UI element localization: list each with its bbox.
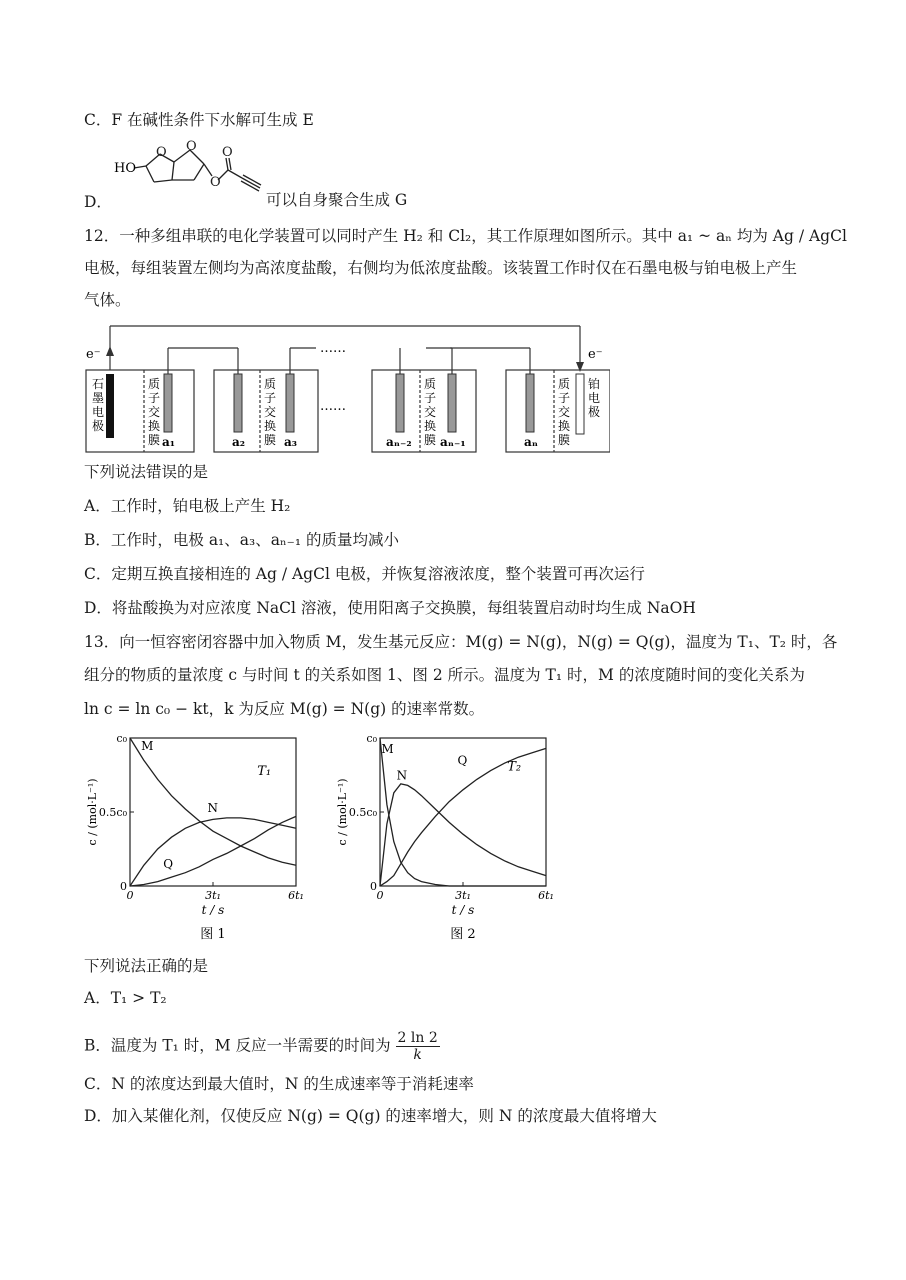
svg-text:换: 换 — [424, 419, 437, 433]
q13-stem-line2: 组分的物质的量浓度 c 与时间 t 的关系如图 1、图 2 所示。温度为 T₁ 时，M 的浓度随时间的变化关系为 — [84, 666, 805, 684]
svg-text:换: 换 — [264, 419, 277, 433]
q12-option-b: B．工作时，电极 a₁、a₃、aₙ₋₁ 的质量均减小 — [84, 531, 399, 549]
svg-text:子: 子 — [558, 391, 571, 405]
graphite-electrode — [106, 374, 114, 438]
membrane-label-3 — [424, 376, 436, 447]
series-label-Q: Q — [163, 857, 174, 872]
q13-stem-line3: ln c = ln c₀ − kt，k 为反应 M(g) = N(g) 的速率常数。 — [84, 700, 485, 718]
q13-option-b — [84, 1030, 440, 1063]
q13-prompt: 下列说法正确的是 — [84, 957, 209, 975]
dots-top: …… — [320, 341, 346, 356]
series-label-Q: Q — [457, 753, 468, 768]
fraction-2ln2-over-k — [396, 1030, 440, 1063]
svg-text:膜: 膜 — [424, 433, 437, 447]
q13-stem-line1: 13．向一恒容密闭容器中加入物质 M，发生基元反应：M(g) = N(g)，N(g) = Q(g)，温度为 T₁、T₂ 时，各 — [84, 633, 838, 651]
graphite-char-3: 电 — [92, 405, 105, 419]
q12-stem-line2: 电极，每组装置左侧均为高浓度盐酸，右侧均为低浓度盐酸。该装置工作时仅在石墨电极与铂电极上产生 — [84, 259, 798, 277]
svg-text:交: 交 — [264, 405, 277, 419]
svg-text:子: 子 — [424, 391, 437, 405]
q12-stem-line1: 12．一种多组串联的电化学装置可以同时产生 H₂ 和 Cl₂，其工作原理如图所示。其中 a₁ ~ aₙ 均为 Ag / AgCl — [84, 227, 847, 245]
y-tick-label: 0 — [120, 880, 127, 893]
svg-text:子: 子 — [264, 391, 277, 405]
graphite-char-2: 墨 — [92, 391, 105, 405]
svg-text:子: 子 — [148, 391, 161, 405]
x-tick-label: 0 — [126, 889, 134, 902]
fraction-numerator: 2 ln 2 — [397, 1030, 438, 1046]
x-tick-label: 0 — [376, 889, 384, 902]
series-label-M: M — [381, 741, 394, 756]
q12-option-a: A．工作时，铂电极上产生 H₂ — [84, 497, 291, 515]
electrode-a2 — [234, 374, 242, 432]
series-label-N: N — [207, 801, 218, 815]
concentration-chart-1 — [84, 728, 324, 950]
figure-caption: 图 2 — [450, 927, 476, 942]
svg-text:膜: 膜 — [264, 433, 277, 447]
figure-caption: 图 1 — [200, 927, 226, 942]
label-an-2: aₙ₋₂ — [386, 435, 412, 449]
label-a2: a₂ — [232, 435, 246, 449]
graphite-char-4: 极 — [92, 419, 105, 433]
electron-label-right: e⁻ — [588, 347, 603, 362]
label-a1: a₁ — [162, 435, 176, 449]
concentration-chart-2 — [334, 728, 574, 950]
label-an-1: aₙ₋₁ — [440, 435, 466, 449]
mol-oxygen-3: O — [210, 175, 221, 190]
electrode-an-1 — [448, 374, 456, 432]
platinum-char-2: 电 — [588, 391, 601, 405]
q13-option-c: C．N 的浓度达到最大值时，N 的生成速率等于消耗速率 — [84, 1075, 474, 1093]
dots-middle: …… — [320, 399, 346, 414]
q11-option-d-label: D． — [84, 193, 112, 211]
y-axis-label: c / (mol·L⁻¹) — [336, 778, 349, 846]
temperature-annotation: T₁ — [257, 764, 272, 779]
q13-option-b-text: B．温度为 T₁ 时，M 反应一半需要的时间为 — [84, 1036, 391, 1055]
svg-text:交: 交 — [558, 405, 571, 419]
fraction-denominator: k — [413, 1047, 422, 1063]
mol-ho-label: HO — [114, 161, 136, 176]
electrode-an — [526, 374, 534, 432]
electron-label-left: e⁻ — [86, 347, 101, 362]
x-tick-label: 6t₁ — [288, 889, 304, 902]
electrochemical-device-diagram — [80, 318, 610, 458]
label-a3: a₃ — [284, 435, 298, 449]
y-tick-label: 0.5c₀ — [348, 806, 377, 819]
q13-option-d: D．加入某催化剂，仅使反应 N(g) = Q(g) 的速率增大，则 N 的浓度最大值将增大 — [84, 1107, 657, 1125]
svg-text:质: 质 — [424, 377, 437, 391]
platinum-electrode — [576, 374, 584, 434]
membrane-label-4 — [558, 376, 570, 447]
series-label-N: N — [396, 768, 408, 783]
q12-option-c: C．定期互换直接相连的 Ag / AgCl 电极，并恢复溶液浓度，整个装置可再次运行 — [84, 565, 645, 583]
q12-option-d: D．将盐酸换为对应浓度 NaCl 溶液，使用阳离子交换膜，每组装置启动时均生成 NaOH — [84, 599, 696, 617]
q11-option-c: C．F 在碱性条件下水解可生成 E — [84, 111, 314, 129]
x-tick-label: 6t₁ — [538, 889, 554, 902]
svg-text:换: 换 — [558, 419, 571, 433]
q13-option-a: A．T₁ > T₂ — [84, 989, 167, 1007]
y-tick-label: c₀ — [116, 732, 127, 745]
membrane-label-2 — [264, 376, 276, 447]
x-axis-label: t / s — [451, 903, 475, 917]
x-tick-label: 3t₁ — [455, 889, 471, 902]
svg-text:换: 换 — [148, 419, 161, 433]
svg-text:质: 质 — [264, 377, 277, 391]
y-axis-label: c / (mol·L⁻¹) — [86, 778, 99, 846]
mol-oxygen-1: O — [156, 145, 167, 160]
membrane-label-1 — [148, 376, 160, 447]
electrode-a1 — [164, 374, 172, 432]
label-an: aₙ — [524, 435, 539, 449]
svg-text:交: 交 — [148, 405, 161, 419]
x-tick-label: 3t₁ — [205, 889, 221, 902]
q12-stem-line3: 气体。 — [84, 291, 131, 309]
svg-text:质: 质 — [558, 377, 571, 391]
svg-text:膜: 膜 — [148, 433, 161, 447]
temperature-annotation: T₂ — [507, 759, 522, 775]
q11-molecule-structure — [112, 140, 272, 206]
mol-oxygen-2: O — [186, 140, 197, 154]
y-tick-label: c₀ — [366, 732, 377, 745]
platinum-char-3: 极 — [588, 405, 601, 419]
graphite-char-1: 石 — [92, 377, 105, 391]
svg-text:膜: 膜 — [558, 433, 571, 447]
series-label-M: M — [141, 738, 154, 753]
electrode-a3 — [286, 374, 294, 432]
q11-option-d-text: 可以自身聚合生成 G — [266, 191, 408, 209]
y-tick-label: 0.5c₀ — [98, 806, 127, 819]
series-line-N — [380, 784, 546, 886]
svg-text:交: 交 — [424, 405, 437, 419]
mol-oxygen-4: O — [222, 145, 233, 160]
series-line-Q — [130, 816, 296, 886]
platinum-char-1: 铂 — [588, 377, 601, 391]
q12-prompt: 下列说法错误的是 — [84, 463, 209, 481]
y-tick-label: 0 — [370, 880, 377, 893]
electrode-an-2 — [396, 374, 404, 432]
svg-text:质: 质 — [148, 377, 161, 391]
x-axis-label: t / s — [201, 903, 225, 917]
electron-arrow-up-icon — [106, 346, 114, 356]
